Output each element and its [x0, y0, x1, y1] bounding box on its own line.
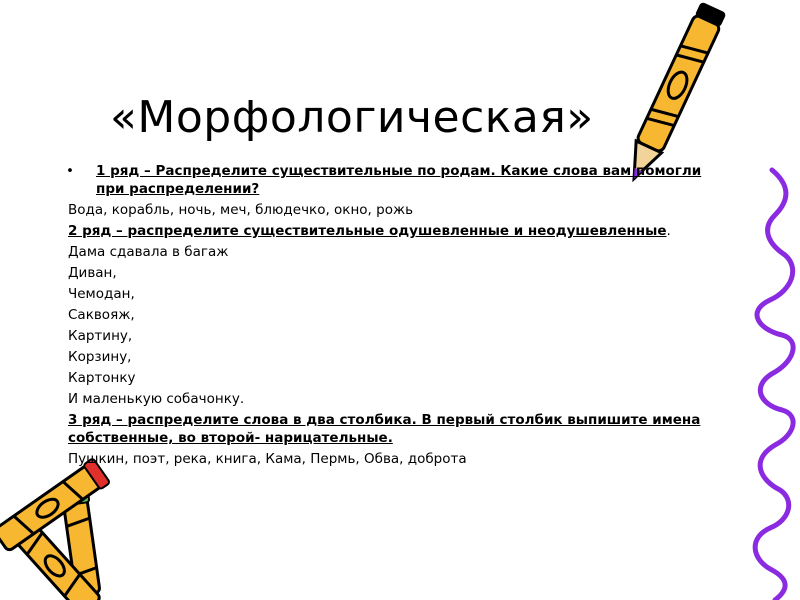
slide-title: «Морфологическая»: [110, 92, 594, 143]
task-1-text: 1 ряд – Распределите существительные по родам. Какие слова вам помогли при распределении?: [96, 163, 702, 197]
poem-line: И маленькую собачонку.: [68, 391, 245, 407]
poem-line: Корзину,: [68, 349, 132, 365]
task-2-dot: .: [666, 223, 671, 239]
task-3: [68, 411, 728, 447]
poem-line: Диван,: [68, 265, 117, 281]
poem-line: Картину,: [68, 328, 133, 344]
task-3-text: 3 ряд – распределите слова в два столбика. В первый столбик выпишите имена собственные, во второй- нарицательные.: [68, 412, 701, 446]
task-1: [66, 162, 728, 198]
poem-line: Саквояж,: [68, 307, 135, 323]
task-1-words: Вода, корабль, ночь, меч, блюдечко, окно, рожь: [68, 202, 414, 218]
task-3-words: Пушкин, поэт, река, книга, Кама, Пермь, Обва, доброта: [68, 451, 467, 467]
task-2-text: 2 ряд – распределите существительные одушевленные и неодушевленные: [68, 223, 667, 239]
slide-content: [68, 162, 728, 471]
poem-line: Картонку: [68, 370, 136, 386]
poem-line: Дама сдавала в багаж: [68, 244, 229, 260]
bullet-icon: •: [66, 163, 74, 179]
poem-line: Чемодан,: [68, 286, 135, 302]
task-2: [68, 222, 728, 240]
